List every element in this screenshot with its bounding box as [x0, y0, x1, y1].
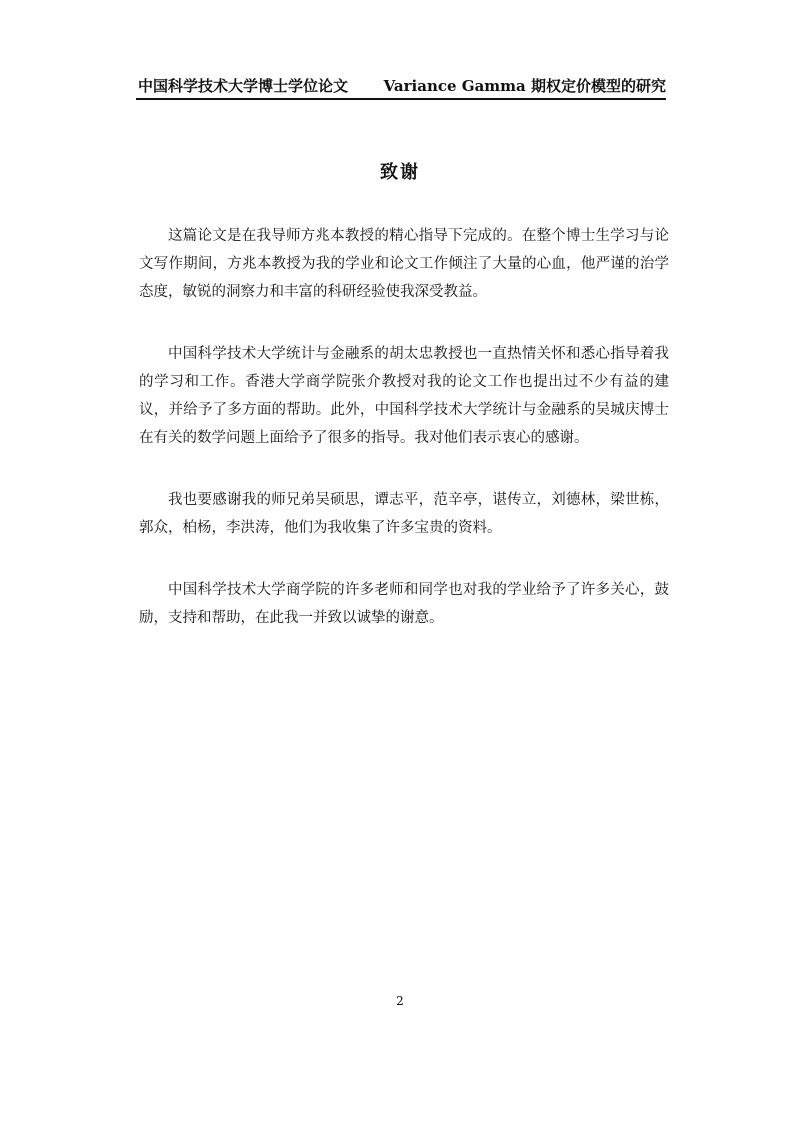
page-number: 2	[396, 994, 404, 1008]
paragraph-4: 中国科学技术大学商学院的许多老师和同学也对我的学业给予了许多关心，鼓励，支持和帮助，在此我一并致以诚挚的谢意。	[139, 582, 669, 626]
running-header	[138, 75, 666, 97]
paragraph-2: 中国科学技术大学统计与金融系的胡太忠教授也一直热情关怀和悉心指导着我的学习和工作。香港大学商学院张介教授对我的论文工作也提出过不少有益的建议，并给予了多方面的帮助。此外，中国科学技术大学统计与金融系的吴城庆博士在有关的数学问题上面给予了很多的指导。我对他们表示衷心的感谢。	[139, 346, 669, 446]
paragraph-3: 我也要感谢我的师兄弟吴硕思，谭志平，范辛亭，谌传立，刘德林，梁世栋，郭众，柏杨，李洪涛，他们为我收集了许多宝贵的资料。	[139, 492, 669, 536]
page-title: 致谢	[380, 162, 420, 183]
header-institution: 中国科学技术大学博士学位论文	[138, 77, 349, 95]
paragraph-1: 这篇论文是在我导师方兆本教授的精心指导下完成的。在整个博士生学习与论文写作期间，方兆本教授为我的学业和论文工作倾注了大量的心血，他严谨的治学态度，敏锐的洞察力和丰富的科研经验使我深受教益。	[139, 228, 669, 300]
header-thesis-title: Variance Gamma 期权定价模型的研究	[383, 77, 666, 95]
acknowledgement-body	[139, 222, 669, 666]
header-rule	[136, 98, 666, 100]
